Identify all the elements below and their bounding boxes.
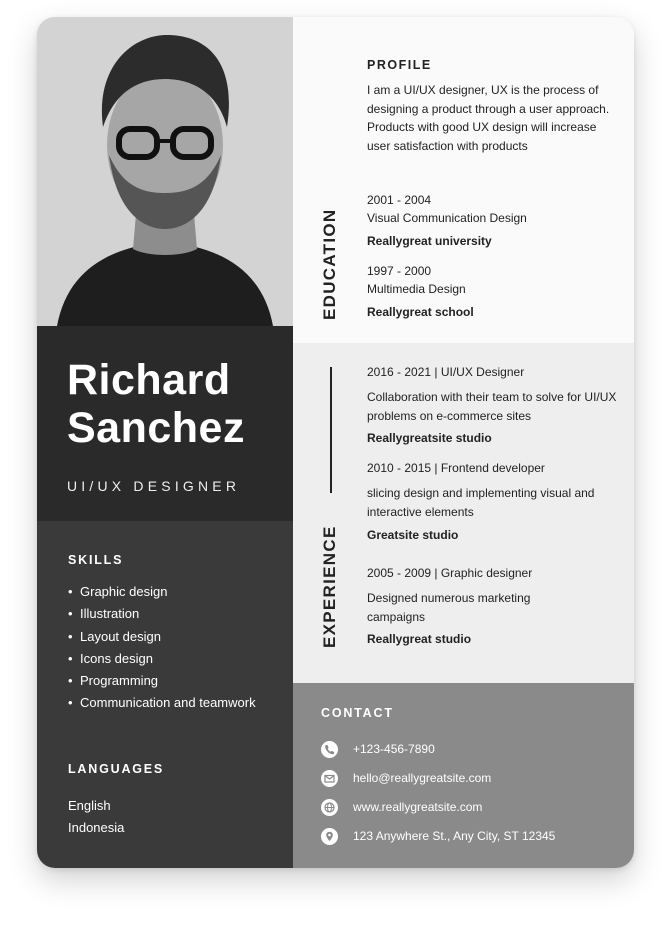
- contact-email: hello@reallygreatsite.com: [353, 771, 492, 785]
- resume-card: [37, 17, 634, 868]
- education-field: Multimedia Design: [367, 282, 466, 296]
- skills-list: [68, 581, 278, 715]
- skill-item: • Programming: [68, 670, 278, 692]
- experience-desc: Designed numerous marketing campaigns: [367, 591, 531, 624]
- experience-company: Reallygreatsite studio: [367, 431, 492, 445]
- name-block: [37, 326, 293, 521]
- skill-item: • Communication and teamwork: [68, 692, 278, 714]
- education-field: Visual Communication Design: [367, 211, 527, 225]
- education-label: EDUCATION: [320, 208, 339, 320]
- languages-heading: LANGUAGES: [68, 762, 165, 776]
- skill-item: • Graphic design: [68, 581, 278, 603]
- skill-item: • Illustration: [68, 603, 278, 625]
- profile-text: I am a UI/UX designer, UX is the process of designing a product through a user approach. Products with good UX design will increase user satisfaction with products: [367, 83, 610, 153]
- profile-heading: PROFILE: [367, 58, 432, 72]
- mail-icon: [321, 770, 338, 787]
- education-school: Reallygreat school: [367, 305, 474, 319]
- contact-panel: [293, 683, 634, 868]
- job-title: UI/UX DESIGNER: [67, 478, 241, 494]
- experience-company: Reallygreat studio: [367, 632, 472, 646]
- experience-desc: Collaboration with their team to solve for UI/UX problems on e-commerce sites: [367, 390, 617, 423]
- contact-phone: +123-456-7890: [353, 742, 435, 756]
- experience-divider: [330, 367, 332, 493]
- experience-desc: slicing design and implementing visual and interactive elements: [367, 486, 595, 519]
- person-name: [67, 356, 245, 452]
- profile-photo: [37, 17, 293, 326]
- phone-icon: [321, 741, 338, 758]
- experience-title: 2016 - 2021 | UI/UX Designer: [367, 365, 525, 379]
- experience-title: 2010 - 2015 | Frontend developer: [367, 461, 545, 475]
- education-years: 2001 - 2004: [367, 193, 432, 207]
- language-item: Indonesia: [68, 820, 125, 835]
- contact-address: 123 Anywhere St., Any City, ST 12345: [353, 829, 556, 843]
- skill-item: • Layout design: [68, 626, 278, 648]
- experience-company: Greatsite studio: [367, 528, 459, 542]
- location-pin-icon: [321, 828, 338, 845]
- skill-item: • Icons design: [68, 648, 278, 670]
- contact-heading: CONTACT: [321, 706, 394, 720]
- name-last: Sanchez: [67, 404, 245, 452]
- education-school: Reallygreat university: [367, 234, 492, 248]
- profile-education-panel: [293, 17, 634, 343]
- experience-label: EXPERIENCE: [320, 525, 339, 648]
- contact-website: www.reallygreatsite.com: [353, 800, 483, 814]
- experience-title: 2005 - 2009 | Graphic designer: [367, 566, 533, 580]
- globe-icon: [321, 799, 338, 816]
- skills-languages-panel: [37, 521, 293, 868]
- experience-panel: [293, 343, 634, 683]
- name-first: Richard: [67, 356, 231, 404]
- education-years: 1997 - 2000: [367, 264, 432, 278]
- skills-heading: SKILLS: [68, 553, 124, 567]
- language-item: English: [68, 798, 111, 813]
